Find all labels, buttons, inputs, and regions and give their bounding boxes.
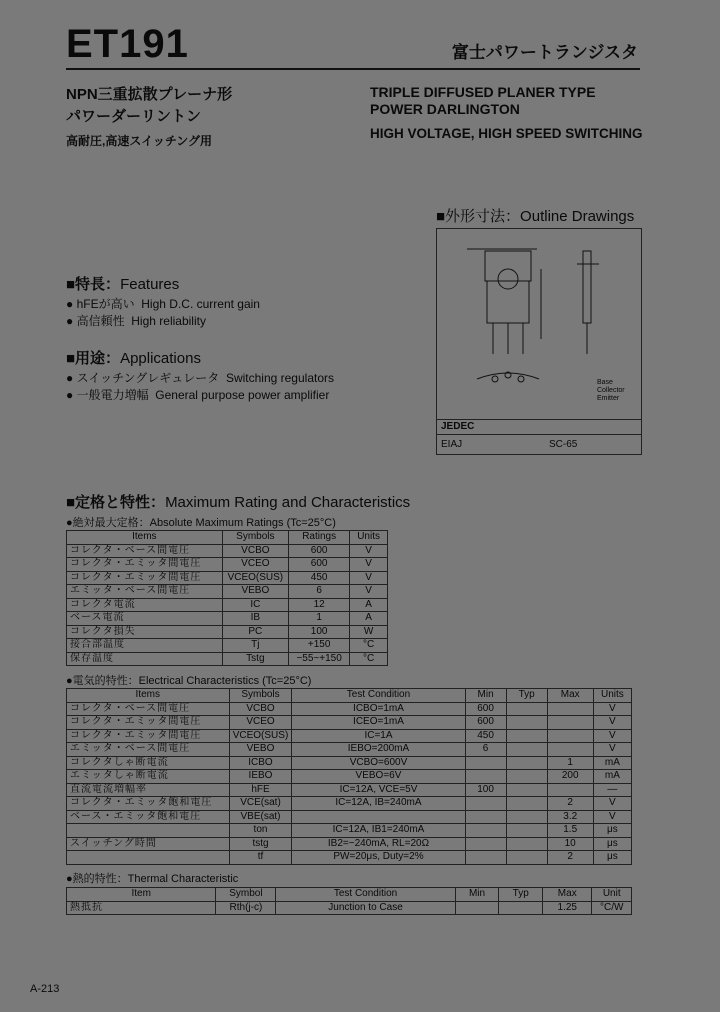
table-cell [506, 743, 547, 757]
table-cell: PC [222, 625, 288, 639]
table-cell: 200 [547, 770, 593, 784]
table-header-cell: Items [67, 689, 230, 703]
pin-legend [597, 379, 625, 403]
table-row [67, 797, 632, 811]
table-row [67, 743, 632, 757]
table-row [67, 702, 632, 716]
table-header-cell: Min [465, 689, 506, 703]
table-cell [465, 837, 506, 851]
table-cell: °C/W [592, 901, 632, 915]
table-cell [499, 901, 543, 915]
feature-item [66, 295, 260, 312]
en-type-line1: TRIPLE DIFFUSED PLANER TYPE [370, 84, 596, 100]
ratings-title-jp: ■定格と特性： [66, 494, 166, 511]
table-header-cell: Ratings [289, 531, 350, 545]
table-cell: mA [593, 770, 631, 784]
abs-max-title: ●絶対最大定格：Absolute Maximum Ratings (Tc=25°C) [66, 517, 336, 529]
table-cell: tf [229, 851, 292, 865]
table-cell: コレクタ・ベース間電圧 [67, 544, 223, 558]
table-cell [67, 851, 230, 865]
en-type-line2: POWER DARLINGTON [370, 101, 520, 117]
table-cell: V [593, 729, 631, 743]
table-cell [506, 837, 547, 851]
table-cell: コレクタ電流 [67, 598, 223, 612]
en-use: HIGH VOLTAGE, HIGH SPEED SWITCHING [370, 126, 643, 141]
table-cell [547, 702, 593, 716]
table-cell [506, 702, 547, 716]
table-cell: 600 [289, 558, 350, 572]
table-cell: ICEO=1mA [292, 716, 465, 730]
table-header-cell: Min [455, 888, 499, 902]
table-cell: V [593, 810, 631, 824]
table-cell: 直流電流増幅率 [67, 783, 230, 797]
table-cell: コレクタ・エミッタ間電圧 [67, 558, 223, 572]
table-cell: VEBO [229, 743, 292, 757]
table-header-cell: Max [547, 689, 593, 703]
table-cell: VCBO=600V [292, 756, 465, 770]
table-cell [506, 810, 547, 824]
standards-box [436, 418, 642, 455]
outline-drawing [436, 228, 642, 420]
jp-type [66, 84, 232, 128]
table-row [67, 770, 632, 784]
table-cell: IC=12A, IB=240mA [292, 797, 465, 811]
table-cell: 600 [465, 716, 506, 730]
table-cell: コレクタ・エミッタ間電圧 [67, 716, 230, 730]
ratings-title [66, 491, 410, 512]
pin-legend-emitter: Emitter [597, 395, 620, 402]
jp-use: 高耐圧,高速スイッチング用 [66, 134, 213, 148]
table-cell: コレクタ・エミッタ飽和電圧 [67, 797, 230, 811]
table-cell: 保存温度 [67, 652, 223, 666]
table-cell: IB2=−240mA, RL=20Ω [292, 837, 465, 851]
table-cell: 100 [289, 625, 350, 639]
table-cell: μs [593, 851, 631, 865]
table-cell [506, 783, 547, 797]
table-cell: ton [229, 824, 292, 838]
table-cell: エミッタしゃ断電流 [67, 770, 230, 784]
table-cell: −55~+150 [289, 652, 350, 666]
table-cell: コレクタ・エミッタ間電圧 [67, 571, 223, 585]
table-row [67, 901, 632, 915]
applications-title-jp: ■用途： [66, 350, 121, 367]
table-row [67, 639, 388, 653]
table-cell: V [350, 585, 388, 599]
table-header-cell: Typ [499, 888, 543, 902]
eiaj-label: EIAJ [441, 439, 463, 450]
table-header-cell: Item [67, 888, 216, 902]
table-cell: 2 [547, 797, 593, 811]
table-cell: VEBO=6V [292, 770, 465, 784]
table-cell: PW=20μs, Duty=2% [292, 851, 465, 865]
table-cell: コレクタしゃ断電流 [67, 756, 230, 770]
table-cell: V [593, 743, 631, 757]
features-title [66, 273, 179, 294]
table-row [67, 585, 388, 599]
table-header-cell: Max [543, 888, 592, 902]
application-item-jp: ● スイッチングレギュレータ [66, 371, 220, 385]
table-row [67, 851, 632, 865]
table-cell: 10 [547, 837, 593, 851]
table-cell: W [350, 625, 388, 639]
table-cell [547, 716, 593, 730]
thermal-table [66, 887, 632, 915]
table-cell [506, 851, 547, 865]
feature-item-en: High reliability [131, 314, 206, 328]
table-header-cell: Unit [592, 888, 632, 902]
table-cell: μs [593, 837, 631, 851]
table-cell: ベース電流 [67, 612, 223, 626]
table-cell [455, 901, 499, 915]
table-cell: 6 [465, 743, 506, 757]
table-cell: 3.2 [547, 810, 593, 824]
table-cell: スイッチング時間 [67, 837, 230, 851]
table-cell [506, 770, 547, 784]
table-cell: コレクタ・ベース間電圧 [67, 702, 230, 716]
feature-item-jp: ● hFEが高い [66, 297, 135, 311]
table-cell [292, 810, 465, 824]
table-cell: IC=12A, IB1=240mA [292, 824, 465, 838]
table-row [67, 716, 632, 730]
table-row [67, 837, 632, 851]
table-cell: 100 [465, 783, 506, 797]
jp-type-line2: パワーダーリントン [66, 108, 202, 125]
table-cell: 1.25 [543, 901, 592, 915]
table-cell: VCE(sat) [229, 797, 292, 811]
table-cell: VCEO(SUS) [222, 571, 288, 585]
table-cell [506, 797, 547, 811]
outline-title: ■外形寸法：Outline Drawings [436, 208, 635, 225]
standards-divider [437, 434, 641, 435]
table-cell: IB [222, 612, 288, 626]
abs-max-table [66, 530, 388, 666]
table-cell: 450 [289, 571, 350, 585]
table-header-cell: Test Condition [292, 689, 465, 703]
table-cell [547, 743, 593, 757]
table-cell [506, 756, 547, 770]
table-cell: +150 [289, 639, 350, 653]
application-item-jp: ● 一般電力増幅 [66, 388, 149, 402]
table-cell: 1 [547, 756, 593, 770]
table-row [67, 544, 388, 558]
features-title-jp: ■特長： [66, 276, 121, 293]
applications-title-en: Applications [120, 350, 201, 367]
application-item-en: Switching regulators [225, 371, 334, 385]
table-header-cell: Typ [506, 689, 547, 703]
table-cell: 2 [547, 851, 593, 865]
table-cell [506, 729, 547, 743]
table-cell: Rth(j-c) [216, 901, 276, 915]
table-cell: ICBO=1mA [292, 702, 465, 716]
table-row [67, 598, 388, 612]
table-row [67, 756, 632, 770]
features-title-en: Features [120, 276, 180, 293]
applications-title [66, 347, 201, 368]
table-cell [465, 756, 506, 770]
table-cell: ベース・エミッタ飽和電圧 [67, 810, 230, 824]
feature-item-en: High D.C. current gain [141, 297, 260, 311]
table-cell [67, 824, 230, 838]
table-cell: 12 [289, 598, 350, 612]
table-cell: VBE(sat) [229, 810, 292, 824]
table-cell: IC=1A [292, 729, 465, 743]
table-cell [547, 783, 593, 797]
table-header-cell: Symbol [216, 888, 276, 902]
table-row [67, 824, 632, 838]
table-header-cell: Test Condition [276, 888, 455, 902]
table-row [67, 558, 388, 572]
jedec-label: JEDEC [441, 421, 475, 432]
table-header-cell: Symbols [222, 531, 288, 545]
jp-type-line1: NPN三重拡散プレーナ形 [66, 86, 233, 103]
table-cell: mA [593, 756, 631, 770]
table-cell [465, 824, 506, 838]
table-cell: IEBO [229, 770, 292, 784]
table-cell: tstg [229, 837, 292, 851]
brand-line: 富士パワートランジスタ [451, 43, 638, 62]
table-cell: エミッタ・ベース間電圧 [67, 585, 223, 599]
table-cell: A [350, 612, 388, 626]
table-cell: IC=12A, VCE=5V [292, 783, 465, 797]
feature-item [66, 312, 206, 329]
table-cell: 1 [289, 612, 350, 626]
table-row [67, 612, 388, 626]
eiaj-value: SC-65 [549, 439, 578, 450]
table-row [67, 810, 632, 824]
thermal-title: ●熱的特性：Thermal Characteristic [66, 873, 239, 885]
en-type [370, 84, 596, 118]
table-cell: Junction to Case [276, 901, 455, 915]
table-cell: V [593, 702, 631, 716]
elec-table [66, 688, 632, 865]
table-cell [506, 716, 547, 730]
table-cell: V [593, 797, 631, 811]
table-cell: Tstg [222, 652, 288, 666]
table-cell: 450 [465, 729, 506, 743]
table-cell: — [593, 783, 631, 797]
table-cell: VEBO [222, 585, 288, 599]
table-cell: IC [222, 598, 288, 612]
pin-legend-collector: Collector [597, 387, 625, 394]
feature-item-jp: ● 高信頼性 [66, 314, 125, 328]
table-cell: IEBO=200mA [292, 743, 465, 757]
table-cell: 1.5 [547, 824, 593, 838]
table-cell: 600 [465, 702, 506, 716]
table-cell: 6 [289, 585, 350, 599]
table-cell: °C [350, 652, 388, 666]
table-cell: V [350, 571, 388, 585]
application-item [66, 369, 334, 386]
table-cell: Tj [222, 639, 288, 653]
table-cell [465, 797, 506, 811]
table-cell [547, 729, 593, 743]
table-cell: VCEO(SUS) [229, 729, 292, 743]
table-cell [465, 851, 506, 865]
table-row [67, 729, 632, 743]
table-cell: V [350, 558, 388, 572]
table-cell: 熱抵抗 [67, 901, 216, 915]
table-cell: VCEO [229, 716, 292, 730]
table-header-cell: Units [593, 689, 631, 703]
table-row [67, 652, 388, 666]
elec-title: ●電気的特性：Electrical Characteristics (Tc=25°C) [66, 675, 312, 687]
table-cell: V [350, 544, 388, 558]
table-cell: コレクタ損失 [67, 625, 223, 639]
table-cell: VCEO [222, 558, 288, 572]
table-cell: ICBO [229, 756, 292, 770]
pin-legend-base: Base [597, 379, 613, 386]
table-cell: コレクタ・エミッタ間電圧 [67, 729, 230, 743]
table-cell: VCBO [229, 702, 292, 716]
application-item-en: General purpose power amplifier [155, 388, 330, 402]
table-cell: V [593, 716, 631, 730]
page-number: A-213 [30, 983, 60, 995]
table-row [67, 783, 632, 797]
table-header-cell: Symbols [229, 689, 292, 703]
table-cell: 600 [289, 544, 350, 558]
table-cell: μs [593, 824, 631, 838]
table-row [67, 625, 388, 639]
table-cell [506, 824, 547, 838]
table-cell: hFE [229, 783, 292, 797]
table-cell [465, 770, 506, 784]
table-cell: A [350, 598, 388, 612]
table-cell: °C [350, 639, 388, 653]
table-cell [465, 810, 506, 824]
ratings-title-en: Maximum Rating and Characteristics [165, 494, 411, 511]
table-cell: VCBO [222, 544, 288, 558]
header-rule [66, 68, 640, 70]
table-header-cell: Items [67, 531, 223, 545]
application-item [66, 386, 329, 403]
table-header-cell: Units [350, 531, 388, 545]
table-cell: 接合部温度 [67, 639, 223, 653]
table-row [67, 571, 388, 585]
part-number: ET191 [66, 22, 189, 66]
table-cell: エミッタ・ベース間電圧 [67, 743, 230, 757]
